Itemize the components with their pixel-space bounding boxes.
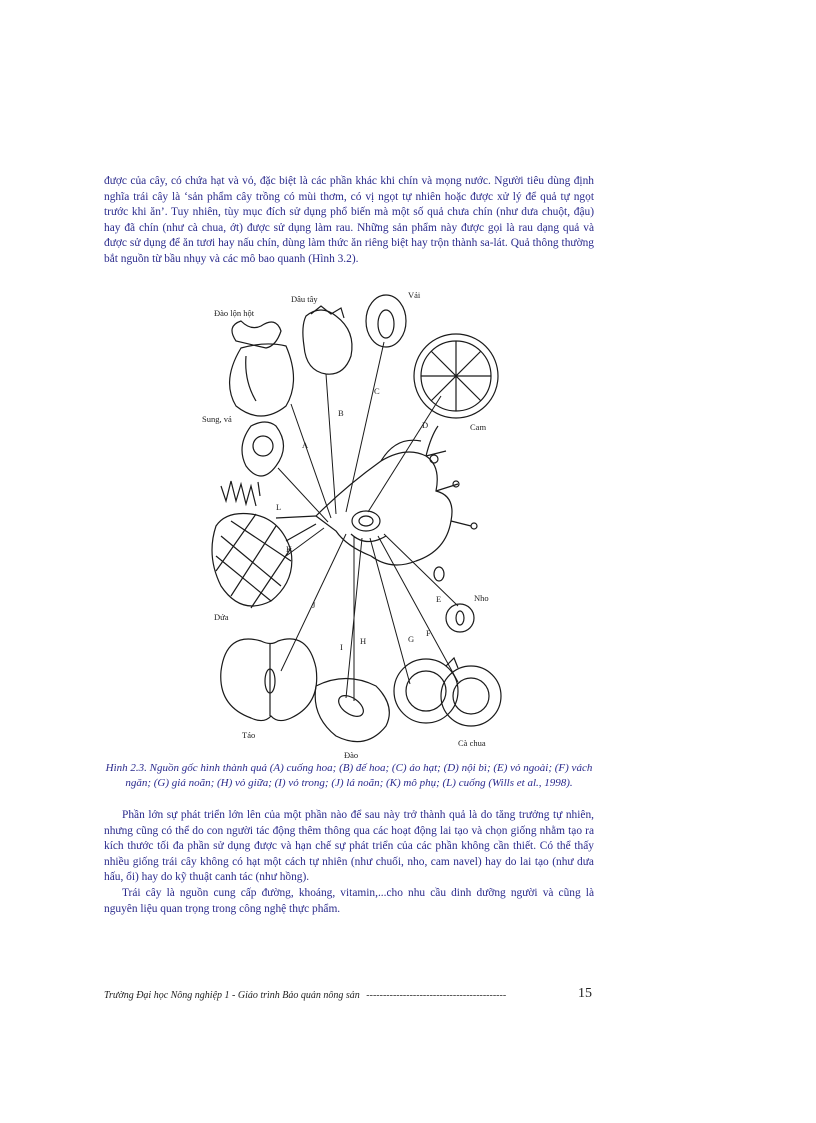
label-dao: Đào: [344, 750, 359, 760]
label-vai: Vải: [408, 290, 421, 300]
origin-arrows: [278, 342, 458, 701]
fruit-origin-diagram: [196, 286, 506, 761]
peach-illustration: [315, 679, 389, 742]
label-dau-tay: Dâu tây: [291, 294, 318, 304]
paragraph-3: Trái cây là nguồn cung cấp đường, khoáng, vitamin,...cho nhu cầu dinh dưỡng người và cũng là nguyên liệu quan trọng trong công nghệ thực phẩm.: [104, 887, 594, 915]
letter-b: B: [338, 408, 344, 418]
page-number: 15: [578, 986, 592, 1001]
label-sung-va: Sung, vả: [202, 414, 232, 424]
letter-h: H: [360, 636, 367, 646]
letter-f: F: [426, 628, 431, 638]
fig-illustration: [242, 422, 284, 496]
label-cam: Cam: [470, 422, 487, 432]
cashew-illustration: [230, 321, 294, 416]
body-text-middle: [104, 808, 594, 886]
letter-g: G: [408, 634, 415, 644]
paragraph-2: Phần lớn sự phát triển lớn lên của một phần nào để sau này trở thành quả là do tăng trưởng tự nhiên, nhưng cũng có thể do con người tác động thêm thông qua các hoạt động lai tạo và chọn giống nhằm tạo ra kích thước tối đa phần sử dụng được và hạn chế sự phát triển của các phần không cần thiết. Có thể thấy nhiều giống trái cây không có hạt một cách tự nhiên (như chuối, nho, cam navel) hay do lai tạo (như dưa hấu, ổi) hay do kỹ thuật canh tác (như hồng).: [104, 809, 594, 884]
label-tao: Táo: [242, 730, 256, 740]
strawberry-illustration: [303, 306, 352, 374]
body-text-top: [104, 174, 594, 268]
figure-caption: Hình 2.3. Nguồn gốc hình thành quả (A) cuống hoa; (B) đế hoa; (C) áo hạt; (D) nội bì; (E) vỏ ngoài; (F) vách ngăn; (G) giá noãn; (H) vỏ giữa; (I) vỏ trong; (J) lá noãn; (K) mô phụ; (L) cuống (Wills et al., 1998).: [105, 762, 593, 789]
letter-k: K: [286, 544, 293, 554]
letter-i: I: [340, 642, 343, 652]
body-text-bottom: [104, 886, 594, 917]
label-dua: Dứa: [214, 612, 229, 622]
label-dao-lon-hot: Đào lộn hột: [214, 308, 255, 318]
letter-l: L: [276, 502, 282, 512]
letter-c: C: [374, 386, 380, 396]
orange-illustration: [414, 334, 498, 418]
letter-e: E: [436, 594, 442, 604]
lychee-illustration: [366, 295, 406, 347]
fruit-origin-figure: [196, 286, 506, 761]
grape-illustration: [446, 604, 474, 632]
letter-j: J: [312, 600, 316, 610]
label-nho: Nho: [474, 593, 489, 603]
apple-illustration: [221, 639, 317, 721]
paragraph-1: được của cây, có chứa hạt và vỏ, đặc biệt là các phần khác khi chín và mọng nước. Người tiêu dùng định nghĩa trái cây là ‘sản phẩm cây trồng có mùi thơm, có vị ngọt tự nhiên hoặc được xử lý để quả tự ngọt trước khi ăn’. Tuy nhiên, tùy mục đích sử dụng phổ biến mà một số quả chưa chín (như dưa chuột, đậu) hay đã chín (như cà chua, ớt) được sử dụng làm rau. Những sản phẩm này được gọi là rau dạng quả và được sử dụng để ăn tươi hay nấu chín, dùng làm thức ăn riêng biệt hay trộn thành sa-lát. Quả thông thường bắt nguồn từ bầu nhụy và các mô bao quanh (Hình 3.2).: [104, 175, 594, 265]
label-ca-chua: Cà chua: [458, 738, 486, 748]
page-footer: [104, 990, 594, 1001]
footer-dashes: ------------------------------------------: [366, 990, 507, 1001]
letter-d: D: [422, 420, 429, 430]
pineapple-illustration: [212, 481, 292, 608]
tomato-illustration: [394, 658, 501, 726]
letter-a: A: [302, 440, 309, 450]
footer-institution: Trường Đại học Nông nghiệp 1 - Giáo trình Bảo quản nông sản: [104, 990, 360, 1001]
